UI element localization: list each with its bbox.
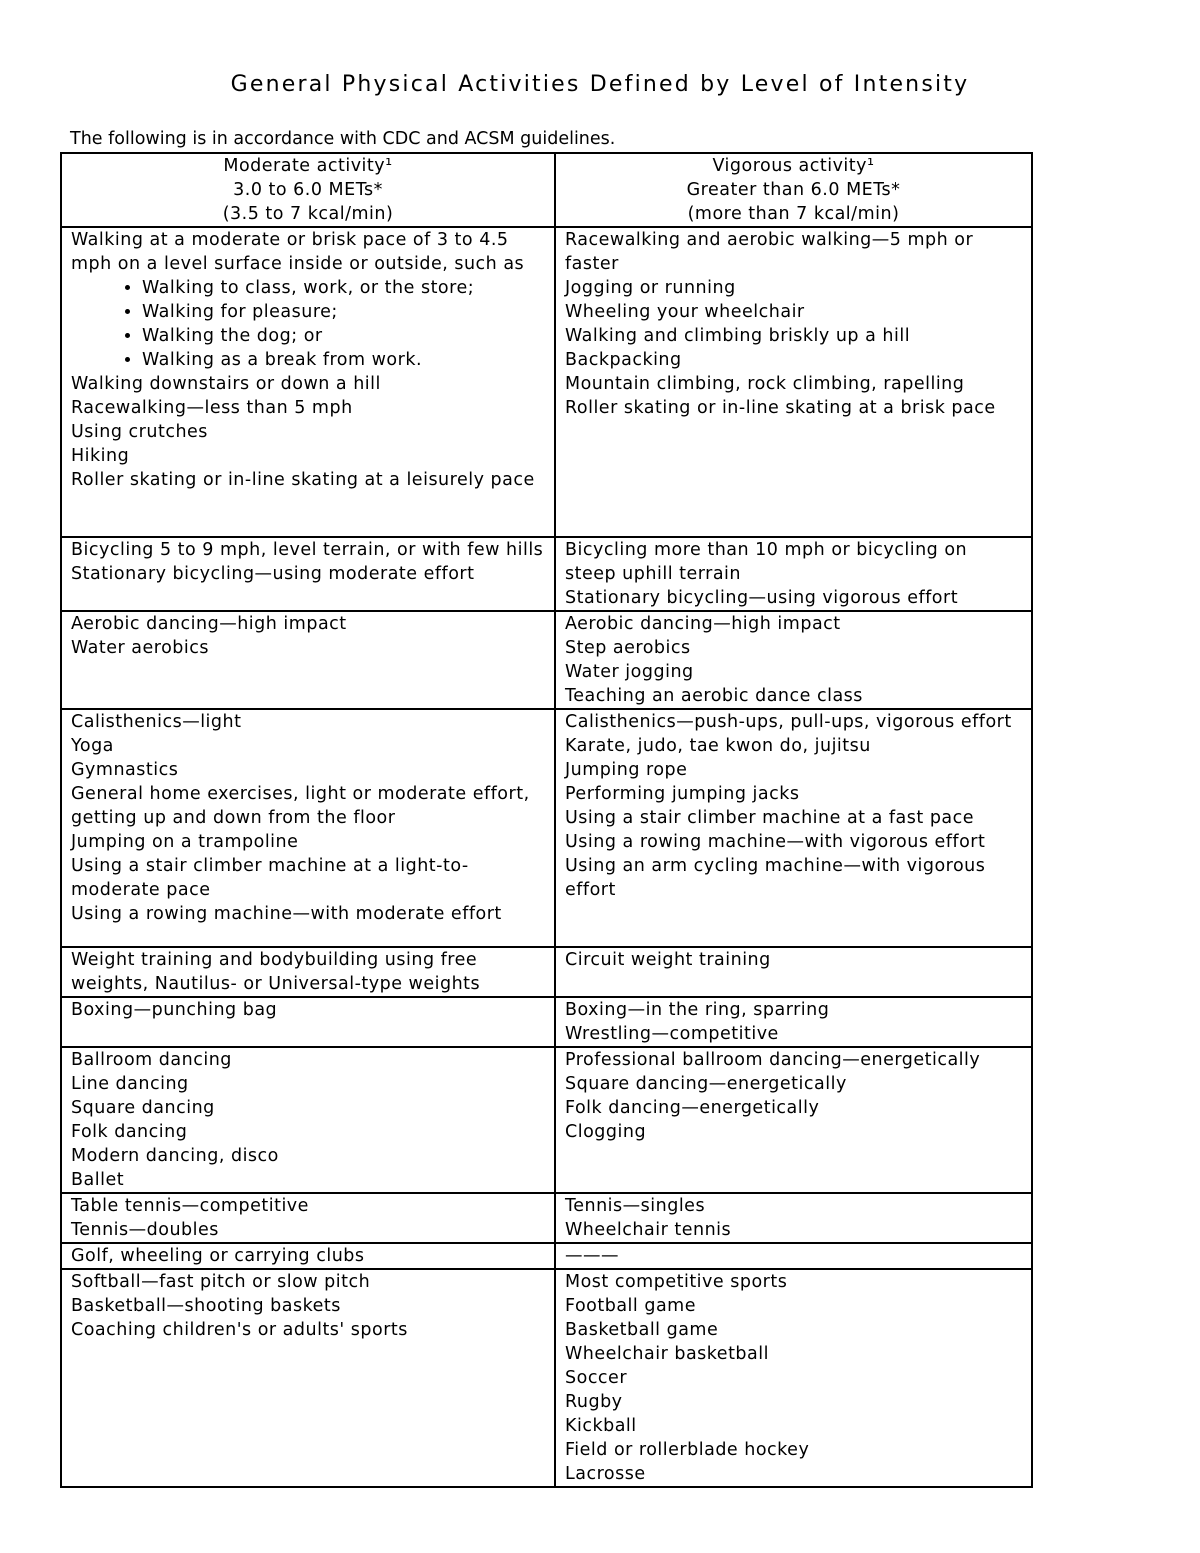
table-row <box>61 1243 1032 1269</box>
activity-item: Coaching children's or adults' sports <box>71 1320 408 1340</box>
vigorous-activity-cell <box>555 1243 1032 1269</box>
activity-item: Tennis—singles <box>565 1196 706 1216</box>
activity-item: ——— <box>565 1246 619 1266</box>
activity-item: Boxing—punching bag <box>71 1000 278 1020</box>
activity-lead-text: Walking at a moderate or brisk pace of 3 to 4.5 mph on a level surface inside or outside, such as <box>71 230 525 274</box>
activity-item: Roller skating or in-line skating at a brisk pace <box>565 398 996 418</box>
activity-item: Square dancing—energetically <box>565 1074 847 1094</box>
moderate-activity-cell <box>61 611 555 709</box>
activity-item: Modern dancing, disco <box>71 1146 279 1166</box>
moderate-header-line: (3.5 to 7 kcal/min) <box>222 204 394 224</box>
moderate-activity-cell <box>61 997 555 1047</box>
table-row <box>61 947 1032 997</box>
activity-item: Using a stair climber machine at a light-to-moderate pace <box>71 856 469 900</box>
activity-item: Water jogging <box>565 662 694 682</box>
moderate-header-line: 3.0 to 6.0 METs* <box>233 180 383 200</box>
activity-item: Bicycling more than 10 mph or bicycling on steep uphill terrain <box>565 540 968 584</box>
activity-item: Ballet <box>71 1170 125 1190</box>
table-row <box>61 1193 1032 1243</box>
activity-item: Stationary bicycling—using vigorous effort <box>565 588 959 608</box>
activity-item: Wrestling—competitive <box>565 1024 779 1044</box>
activity-item: Softball—fast pitch or slow pitch <box>71 1272 371 1292</box>
table-header-row <box>61 153 1032 227</box>
activity-item: Football game <box>565 1296 696 1316</box>
activity-item: Soccer <box>565 1368 628 1388</box>
activity-item: Step aerobics <box>565 638 691 658</box>
moderate-activity-cell <box>61 227 555 537</box>
activity-item: Stationary bicycling—using moderate effort <box>71 564 475 584</box>
vigorous-header-line: Vigorous activity¹ <box>712 156 875 176</box>
vigorous-activity-cell <box>555 1193 1032 1243</box>
moderate-activity-cell <box>61 1193 555 1243</box>
moderate-activity-cell <box>61 947 555 997</box>
activity-item: Roller skating or in-line skating at a leisurely pace <box>71 470 535 490</box>
vigorous-header-cell <box>555 153 1032 227</box>
activity-bullet-item: • Walking for pleasure; <box>142 300 545 324</box>
activity-item: Wheelchair basketball <box>565 1344 769 1364</box>
vigorous-activity-cell <box>555 1047 1032 1193</box>
activity-item: Table tennis—competitive <box>71 1196 309 1216</box>
activity-item: Boxing—in the ring, sparring <box>565 1000 830 1020</box>
vigorous-header-line: Greater than 6.0 METs* <box>686 180 901 200</box>
vigorous-activity-cell <box>555 997 1032 1047</box>
moderate-activity-cell <box>61 1243 555 1269</box>
activity-item: Jumping rope <box>565 760 688 780</box>
table-row <box>61 1269 1032 1487</box>
activity-item: Most competitive sports <box>565 1272 788 1292</box>
activity-item: Square dancing <box>71 1098 215 1118</box>
activity-item: Basketball—shooting baskets <box>71 1296 341 1316</box>
activity-item: Calisthenics—push-ups, pull-ups, vigorous effort <box>565 712 1012 732</box>
activity-bullet-list <box>71 276 545 372</box>
activity-item: Golf, wheeling or carrying clubs <box>71 1246 365 1266</box>
activity-item: Jumping on a trampoline <box>71 832 299 852</box>
vigorous-activity-cell <box>555 227 1032 537</box>
activity-item: Weight training and bodybuilding using free weights, Nautilus- or Universal-type weights <box>71 950 481 994</box>
activity-bullet-item: • Walking as a break from work. <box>142 348 545 372</box>
activity-item: Using a rowing machine—with vigorous effort <box>565 832 986 852</box>
activity-item: Kickball <box>565 1416 637 1436</box>
activity-item: Using a rowing machine—with moderate effort <box>71 904 502 924</box>
activity-item: Hiking <box>71 446 130 466</box>
table-row <box>61 1047 1032 1193</box>
table-row <box>61 227 1032 537</box>
activity-item: Circuit weight training <box>565 950 771 970</box>
table-row <box>61 537 1032 611</box>
activity-item: Wheelchair tennis <box>565 1220 732 1240</box>
table-row <box>61 997 1032 1047</box>
activity-item: Rugby <box>565 1392 623 1412</box>
activity-item: Wheeling your wheelchair <box>565 302 805 322</box>
activity-item: Using a stair climber machine at a fast pace <box>565 808 975 828</box>
activity-bullet-item: • Walking the dog; or <box>142 324 545 348</box>
activity-item: General home exercises, light or moderate effort, getting up and down from the floor <box>71 784 530 828</box>
moderate-activity-cell <box>61 709 555 947</box>
moderate-activity-cell <box>61 537 555 611</box>
activity-item: Using an arm cycling machine—with vigorous effort <box>565 856 986 900</box>
activity-item: Professional ballroom dancing—energetically <box>565 1050 981 1070</box>
moderate-header-cell <box>61 153 555 227</box>
activity-item: Using crutches <box>71 422 208 442</box>
page-subtitle: The following is in accordance with CDC and ACSM guidelines. <box>70 129 616 149</box>
activity-item: Ballroom dancing <box>71 1050 232 1070</box>
activity-item: Gymnastics <box>71 760 179 780</box>
table-row <box>61 709 1032 947</box>
vigorous-activity-cell <box>555 611 1032 709</box>
moderate-activity-cell <box>61 1047 555 1193</box>
vigorous-activity-cell <box>555 709 1032 947</box>
vigorous-header-line: (more than 7 kcal/min) <box>687 204 900 224</box>
table-row <box>61 611 1032 709</box>
activity-item: Racewalking—less than 5 mph <box>71 398 353 418</box>
activity-table <box>60 152 1033 1488</box>
activity-item: Calisthenics—light <box>71 712 242 732</box>
page-title: General Physical Activities Defined by Level of Intensity <box>230 72 970 97</box>
activity-item: Aerobic dancing—high impact <box>71 614 347 634</box>
vigorous-activity-cell <box>555 947 1032 997</box>
activity-item: Backpacking <box>565 350 682 370</box>
activity-item: Performing jumping jacks <box>565 784 800 804</box>
vigorous-activity-cell <box>555 1269 1032 1487</box>
activity-item: Tennis—doubles <box>71 1220 219 1240</box>
activity-bullet-item: • Walking to class, work, or the store; <box>142 276 545 300</box>
activity-item: Aerobic dancing—high impact <box>565 614 841 634</box>
activity-item: Yoga <box>71 736 114 756</box>
activity-item: Walking and climbing briskly up a hill <box>565 326 911 346</box>
activity-item: Folk dancing <box>71 1122 188 1142</box>
activity-item: Folk dancing—energetically <box>565 1098 820 1118</box>
activity-item: Clogging <box>565 1122 647 1142</box>
activity-item: Karate, judo, tae kwon do, jujitsu <box>565 736 871 756</box>
activity-item: Mountain climbing, rock climbing, rapelling <box>565 374 965 394</box>
activity-item: Lacrosse <box>565 1464 646 1484</box>
activity-item: Basketball game <box>565 1320 719 1340</box>
moderate-activity-cell <box>61 1269 555 1487</box>
activity-item: Walking downstairs or down a hill <box>71 374 381 394</box>
activity-item: Racewalking and aerobic walking—5 mph or faster <box>565 230 974 274</box>
moderate-header-line: Moderate activity¹ <box>223 156 393 176</box>
activity-item: Jogging or running <box>565 278 736 298</box>
activity-item: Water aerobics <box>71 638 210 658</box>
activity-item: Field or rollerblade hockey <box>565 1440 810 1460</box>
activity-item: Line dancing <box>71 1074 189 1094</box>
activity-item: Bicycling 5 to 9 mph, level terrain, or with few hills <box>71 540 544 560</box>
vigorous-activity-cell <box>555 537 1032 611</box>
activity-item: Teaching an aerobic dance class <box>565 686 863 706</box>
